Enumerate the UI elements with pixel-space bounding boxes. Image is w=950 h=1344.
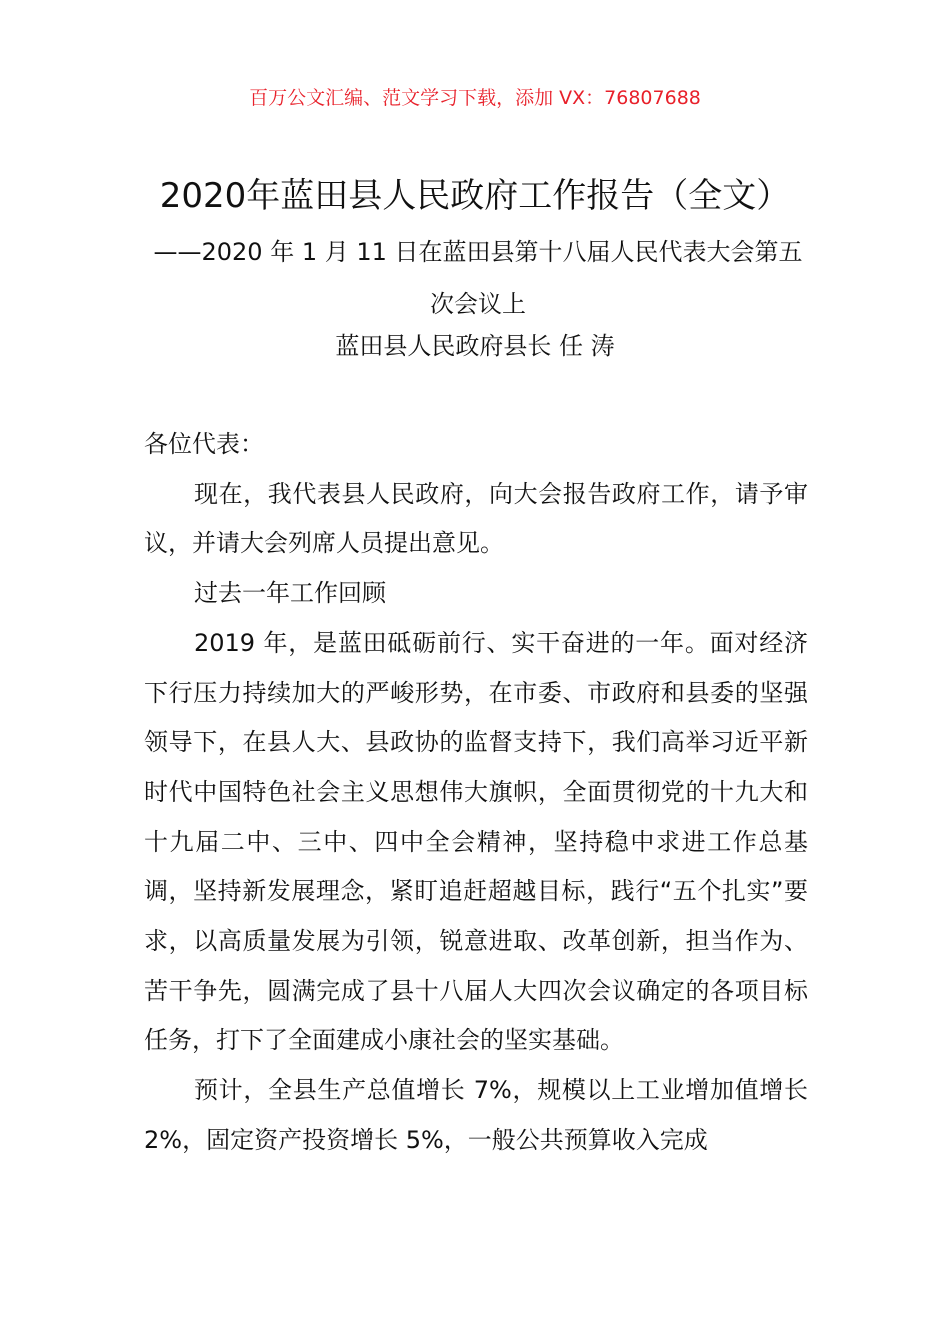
subtitle: ——2020 年 1 月 11 日在蓝田县第十八届人民代表大会第五次会议上 xyxy=(153,238,803,318)
paragraph-review: 2019 年，是蓝田砥砺前行、实干奋进的一年。面对经济下行压力持续加大的严峻形势，在市委、市政府和县委的坚强领导下，在县人大、县政协的监督支持下，我们高举习近平新时代中国特色社会主义思想伟大旗帜，全面贯彻党的十九大和十九届二中、三中、四中全会精神，坚持稳中求进工作总基调，坚持新发展理念，紧盯追赶超越目标，践行“五个扎实”要求，以高质量发展为引领，锐意进取、改革创新，担当作为、苦干争先，圆满完成了县十八届人大四次会议确定的各项目标任务，打下了全面建成小康社会的坚实基础。 xyxy=(144,628,808,1055)
byline: 蓝田县人民政府县长 任 涛 xyxy=(335,332,615,360)
section-heading: 过去一年工作回顾 xyxy=(194,579,386,608)
paragraph-stats: 预计，全县生产总值增长 7%，规模以上工业增加值增长 2%，固定资产投资增长 5%，一般公共预算收入完成 xyxy=(144,1076,808,1154)
salutation: 各位代表： xyxy=(144,430,264,458)
document-body xyxy=(144,420,808,1166)
paragraph-intro: 现在，我代表县人民政府，向大会报告政府工作，请予审议，并请大会列席人员提出意见。 xyxy=(144,479,808,558)
page-title: 2020年蓝田县人民政府工作报告（全文） xyxy=(159,176,791,216)
watermark-banner: 百万公文汇编、范文学习下载，添加 VX：76807688 xyxy=(249,87,701,109)
